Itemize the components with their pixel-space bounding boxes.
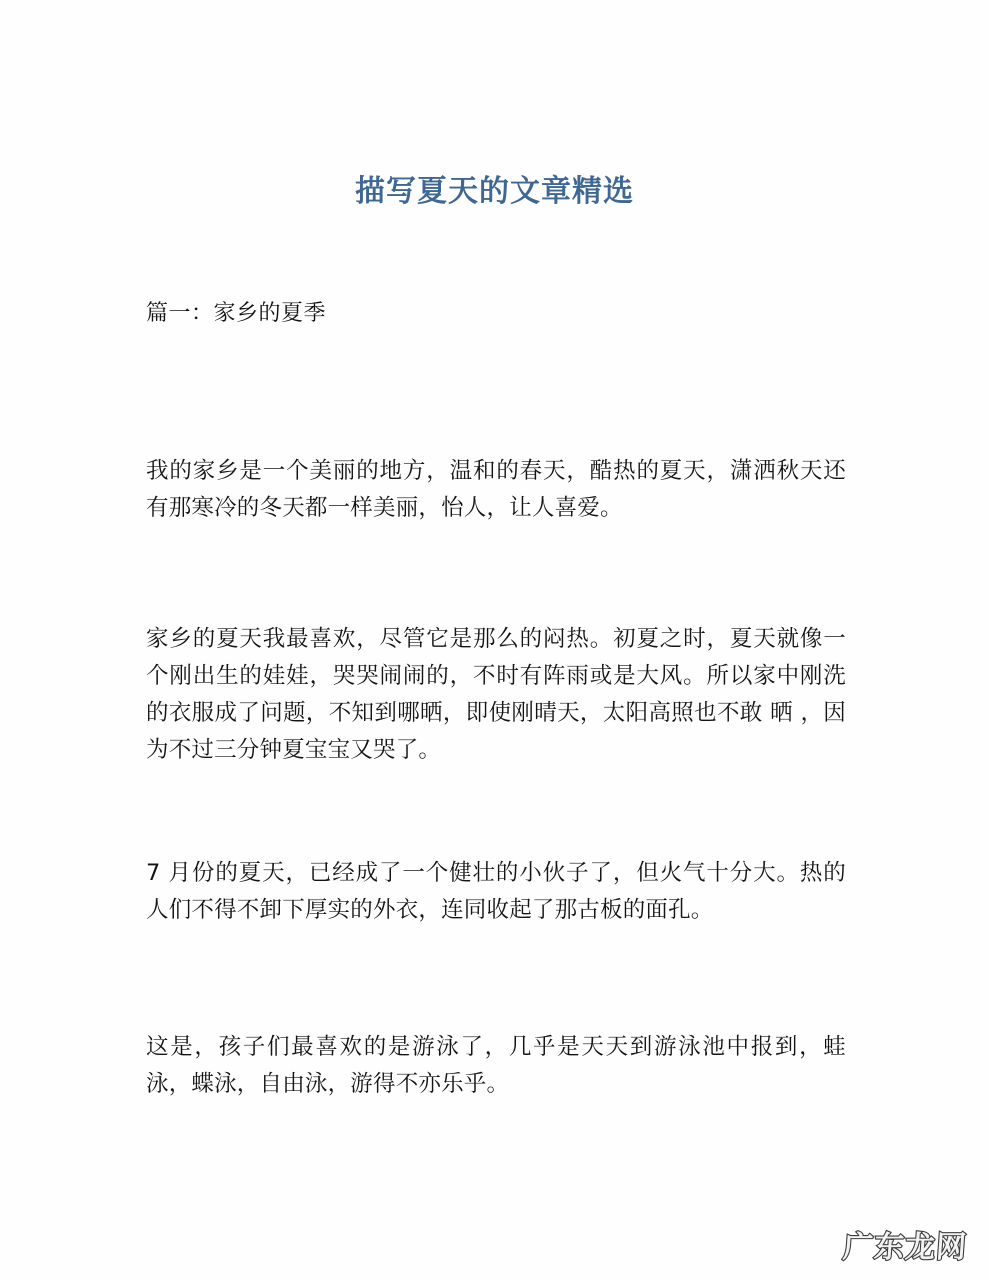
body-paragraph: 7 月份的夏天，已经成了一个健壮的小伙子了，但火气十分大。热的人们不得不卸下厚实的外衣，连同收起了那古板的面孔。 (146, 859, 846, 923)
body-paragraph: 这是，孩子们最喜欢的是游泳了，几乎是天天到游泳池中报到，蛙泳，蝶泳，自由泳，游得不亦乐乎。 (146, 1033, 846, 1097)
page-title: 描写夏天的文章精选 (355, 174, 634, 210)
body-paragraph: 家乡的夏天我最喜欢，尽管它是那么的闷热。初夏之时，夏天就像一个刚出生的娃娃，哭哭闹闹的，不时有阵雨或是大风。所以家中刚洗的衣服成了问题，不知到哪晒，即使刚晴天，太阳高照也不敢 晒 ，因为不过三分钟夏宝宝又哭了。 (146, 625, 846, 763)
body-paragraph: 我的家乡是一个美丽的地方，温和的春天，酷热的夏天，潇洒秋天还有那寒冷的冬天都一样美丽，怡人，让人喜爱。 (146, 457, 846, 521)
section-heading: 篇一：家乡的夏季 (146, 301, 327, 326)
site-watermark: 广东龙网 (841, 1230, 969, 1265)
